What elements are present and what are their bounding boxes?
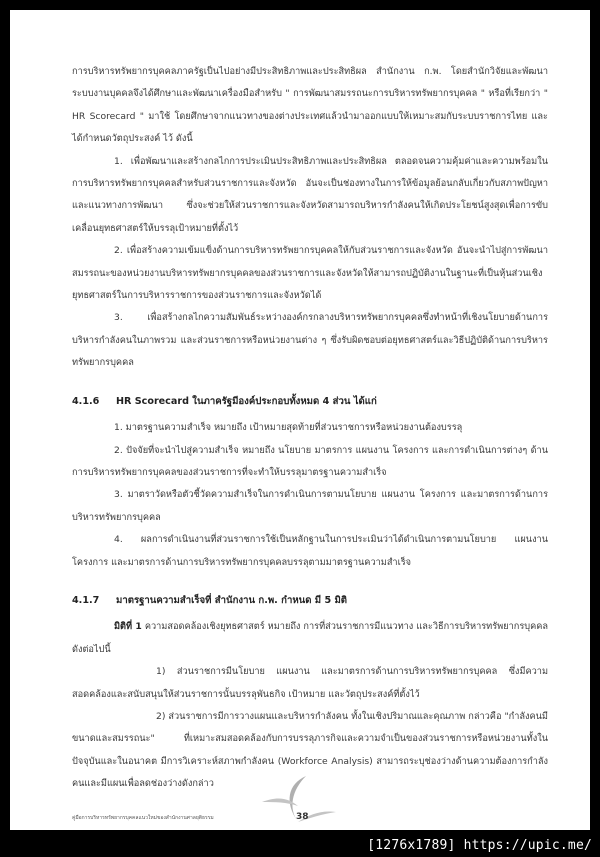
footer-text: คู่มือการบริหารทรัพยากรบุคคลแนวใหม่ของสำนักงานศาลยุติธรรม — [72, 815, 214, 821]
dimension-sub-item-2: 2) ส่วนราชการมีการวางแผนและบริหารกำลังคน ทั้งในเชิงปริมาณและคุณภาพ กล่าวคือ "กำลังคนมีขนาดและสมรรถนะ" ที่เหมาะสมสอดคล้องกับการบรรลุภารกิจและความจำเป็นของส่วนราชการหรือหน่วยงานทั้งในปัจจุบันและในอนาคต มีการวิเคราะห์สภาพกำลังคน (Workforce Analysis) สามารถระบุช่องว่างด้านความต้องการกำลังคนและมีแผนเพื่อลดช่องว่างดังกล่าว — [72, 710, 548, 790]
objective-1: 1. เพื่อพัฒนาและสร้างกลไกการประเมินประสิทธิภาพและประสิทธิผล ตลอดจนความคุ้มค่าและความพร้อมในการบริหารทรัพยากรบุคคลสำหรับส่วนราชการและจังหวัด อันจะเป็นช่องทางในการให้ข้อมูลย้อนกลับเกี่ยวกับสภาพปัญหาและแนวทางการพัฒนา ซึ่งจะช่วยให้ส่วนราชการและจังหวัดสามารถบริหารกำลังคนให้เกิดประโยชน์สูงสุดเพื่อการขับเคลื่อนยุทธศาสตร์ให้บรรลุเป้าหมายที่ตั้งไว้ — [72, 155, 548, 234]
objective-2: 2. เพื่อสร้างความเข้มแข็งด้านการบริหารทรัพยากรบุคคลให้กับส่วนราชการและจังหวัด อันจะนำไปสู่การพัฒนาสมรรถนะของหน่วยงานบริหารทรัพยากรบุคคลของส่วนราชการและจังหวัดให้สามารถปฏิบัติงานในฐานะที่เป็นหุ้นส่วนเชิงยุทธศาสตร์ในการบริหารราชการของส่วนราชการและจังหวัดได้ — [72, 245, 548, 302]
section-heading-4-1-7 — [72, 590, 548, 612]
section-title: มาตรฐานความสำเร็จที่ สำนักงาน ก.พ. กำหนด มี 5 มิติ — [116, 594, 348, 606]
intro-paragraph: การบริหารทรัพยากรบุคคลภาครัฐเป็นไปอย่างมีประสิทธิภาพและประสิทธิผล สำนักงาน ก.พ. โดยสำนักวิจัยและพัฒนาระบบงานบุคคลจึงได้ศึกษาและพัฒนาเครื่องมือสำหรับ " การพัฒนาสมรรถนะการบริหารทรัพยากรบุคคล " หรือที่เรียกว่า " HR Scorecard " มาใช้ โดยศึกษาจากแนวทางของต่างประเทศแล้วนำมาออกแบบให้เหมาะสมกับระบบราชการไทย และได้กำหนดวัตถุประสงค์ ไว้ ดังนี้ — [72, 66, 548, 145]
dimension-1-text: ความสอดคล้องเชิงยุทธศาสตร์ หมายถึง การที่ส่วนราชการมีแนวทาง และวิธีการบริหารทรัพยากรบุคคล ดังต่อไปนี้ — [72, 621, 549, 655]
dimension-1-paragraph — [72, 616, 548, 661]
section-title: HR Scorecard ในภาครัฐมีองค์ประกอบทั้งหมด 4 ส่วน ได้แก่ — [116, 395, 377, 407]
section-number: 4.1.7 — [72, 594, 100, 606]
objective-3: 3. เพื่อสร้างกลไกความสัมพันธ์ระหว่างองค์กรกลางบริหารทรัพยากรบุคคลซึ่งทำหน้าที่เชิงนโยบายด้านการบริหารกำลังคนในภาพรวม และส่วนราชการหรือหน่วยงานต่าง ๆ ซึ่งรับผิดชอบต่อยุทธศาสตร์และวิธีปฏิบัติด้านการบริหารทรัพยากรบุคคล — [72, 312, 548, 369]
document-page — [10, 10, 590, 830]
dimension-1-label: มิติที่ 1 — [114, 621, 142, 633]
page-footer — [72, 800, 548, 840]
dimension-sub-item-1: 1) ส่วนราชการมีนโยบาย แผนงาน และมาตรการด้านการบริหารทรัพยากรบุคคล ซึ่งมีความสอดคล้องและสนับสนุนให้ส่วนราชการนั้นบรรลุพันธกิจ เป้าหมาย และวัตถุประสงค์ที่ตั้งไว้ — [72, 666, 548, 700]
page-number: 38 — [296, 812, 309, 822]
component-item-4: 4. ผลการดำเนินงานที่ส่วนราชการใช้เป็นหลักฐานในการประเมินว่าได้ดำเนินการตามนโยบาย แผนงานโครงการ และมาตรการด้านการบริหารทรัพยากรบุคคลบรรลุตามมาตรฐานความสำเร็จ — [72, 534, 548, 568]
section-number: 4.1.6 — [72, 395, 100, 407]
swoosh-logo-icon — [258, 772, 338, 832]
component-item-1: 1. มาตรฐานความสำเร็จ หมายถึง เป้าหมายสุดท้ายที่ส่วนราชการหรือหน่วยงานต้องบรรลุ — [114, 422, 463, 434]
component-item-3: 3. มาตราวัดหรือตัวชี้วัดความสำเร็จในการดำเนินการตามนโยบาย แผนงาน โครงการ และมาตรการด้านการบริหารทรัพยากรบุคคล — [72, 489, 548, 523]
section-heading-4-1-6 — [72, 391, 548, 413]
component-item-2: 2. ปัจจัยที่จะนำไปสู่ความสำเร็จ หมายถึง นโยบาย มาตรการ แผนงาน โครงการ และการดำเนินการต่างๆ ด้านการบริหารทรัพยากรบุคคลของส่วนราชการที่จะทำให้บรรลุมาตรฐานความสำเร็จ — [72, 444, 548, 478]
page-content — [72, 61, 548, 796]
image-watermark: [1276x1789] https://upic.me/ — [367, 838, 592, 853]
